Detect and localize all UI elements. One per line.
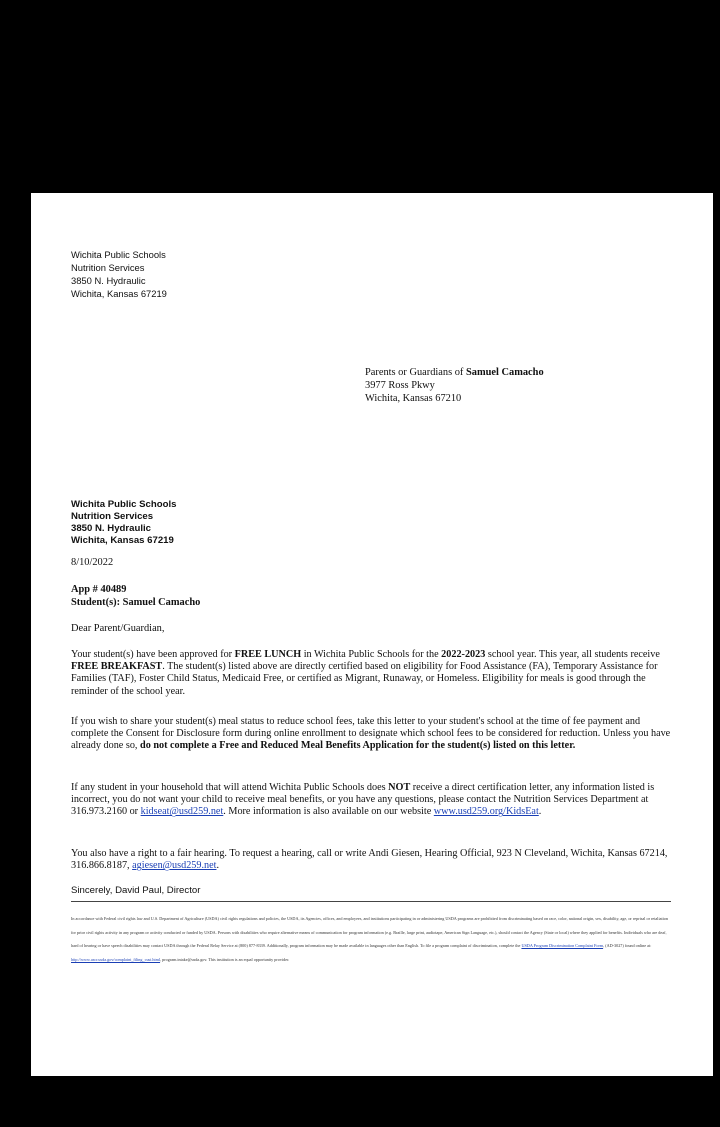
- hearing-email-link[interactable]: agiesen@usd259.net: [132, 860, 217, 872]
- p4-text: You also have a right to a fair hearing. To request a hearing, call or write Andi Giesen, Hearing Official, 923 N Cleveland, Wichita, Kansas 67214, 316.866.8187,: [71, 848, 668, 872]
- recipient-city: Wichita, Kansas 67210: [365, 393, 462, 405]
- do-not-complete-text: do not complete a Free and Reduced Meal Benefits Application for the student(s) listed on this letter.: [140, 740, 576, 752]
- fine-print-text: , program.intake@usda.gov. This institution is an equal opportunity provider.: [160, 956, 290, 962]
- paragraph-hearing: [71, 848, 671, 872]
- p4-text: .: [216, 860, 220, 872]
- students-list: Student(s): Samuel Camacho: [71, 597, 201, 609]
- application-info: [71, 583, 200, 609]
- closing-signature: Sincerely, David Paul, Director: [71, 885, 201, 896]
- return-address-line: Wichita, Kansas 67219: [71, 288, 167, 299]
- app-number: App # 40489: [71, 584, 127, 595]
- p3-text: receive a direct certification letter, any information listed is incorrect, you do not want your child to receive meal benefits, or you have any questions, please contact the Nutrition Services Department at 316.973.2160 or: [71, 782, 655, 818]
- sender-line: Wichita Public Schools: [71, 499, 177, 510]
- paragraph-contact: [71, 782, 671, 819]
- complaint-url-link[interactable]: http://www.ascr.usda.gov/complaint_filing_cust.html: [71, 956, 161, 962]
- sender-line: 3850 N. Hydraulic: [71, 523, 151, 534]
- p1-text: . The student(s) listed above are directly certified based on eligibility for Food Assistance (FA), Temporary Assistance for Families (TAF), Foster Child Status, Medicaid Free, or certified as Migrant, Runaway, or Homeless. Eligibility for meals is good through the reminder of the school year.: [71, 661, 658, 697]
- fine-print-text: In accordance with Federal civil rights law and U.S. Department of Agriculture (USDA) civil rights regulations and policies, the USDA, its Agencies, offices, and employees, and institutions participating in or administering USDA programs are prohibited from discriminating based on race, color, national origin, sex, disability, age, or reprisal or retaliation for prior civil rights activity in any program or activity conducted or funded by USDA. Persons with disabilities who require alternative means of communication for program information (e.g. Braille, large print, audiotape, American Sign Language, etc.), should contact the Agency (State or local) where they applied for benefits. Individuals who are deaf, hard of hearing or have speech disabilities may contact USDA through the Federal Relay Service at (800) 877-8339. Additionally, program information may be made available in languages other than English. To file a program complaint of discrimination, complete the: [71, 916, 668, 948]
- p1-text: Your student(s) have been approved for: [71, 649, 235, 660]
- recipient-prefix: Parents or Guardians of: [365, 367, 466, 378]
- return-address-line: 3850 N. Hydraulic: [71, 275, 146, 286]
- p3-text: .: [538, 806, 542, 818]
- free-breakfast-text: FREE BREAKFAST: [71, 661, 163, 673]
- letter-page: [31, 193, 713, 1076]
- paragraph-fees: [71, 716, 671, 753]
- p2-text: If you wish to share your student(s) meal status to reduce school fees, take this letter to your student's school at the time of fee payment and complete the Consent for Disclosure form during online enrollment to designate which school fees to be considered for reduction. Unless you have already done so,: [71, 716, 671, 752]
- recipient-line: [365, 366, 544, 379]
- sender-address: [71, 499, 176, 547]
- kidseat-website-link[interactable]: www.usd259.org/KidsEat: [433, 806, 539, 818]
- p1-text: school year. This year, all students receive: [485, 649, 660, 660]
- p3-text: . More information is also available on our website: [223, 806, 434, 818]
- kidseat-email-link[interactable]: kidseat@usd259.net: [140, 806, 224, 818]
- return-address-line: Wichita Public Schools: [71, 249, 166, 260]
- fine-print-text: , (AD-3027) found online at:: [603, 943, 652, 948]
- school-year-text: 2022-2023: [441, 649, 486, 660]
- return-address-line: Nutrition Services: [71, 262, 145, 273]
- free-lunch-text: FREE LUNCH: [234, 649, 302, 660]
- sender-line: Nutrition Services: [71, 511, 154, 522]
- footer-divider: [71, 901, 671, 902]
- paragraph-approval: [71, 649, 671, 698]
- salutation: Dear Parent/Guardian,: [71, 623, 165, 634]
- not-text: NOT: [388, 782, 411, 793]
- recipient-address: [365, 366, 544, 406]
- return-address: [71, 248, 167, 300]
- p3-text: If any student in your household that will attend Wichita Public Schools does: [71, 782, 389, 793]
- sender-line: Wichita, Kansas 67219: [71, 535, 174, 546]
- letter-date: 8/10/2022: [71, 557, 114, 568]
- nondiscrimination-statement: [71, 912, 671, 966]
- complaint-form-link[interactable]: USDA Program Discrimination Complaint Form: [521, 943, 604, 948]
- recipient-name: Samuel Camacho: [466, 367, 544, 378]
- recipient-street: 3977 Ross Pkwy: [365, 380, 435, 392]
- p1-text: in Wichita Public Schools for the: [301, 649, 442, 660]
